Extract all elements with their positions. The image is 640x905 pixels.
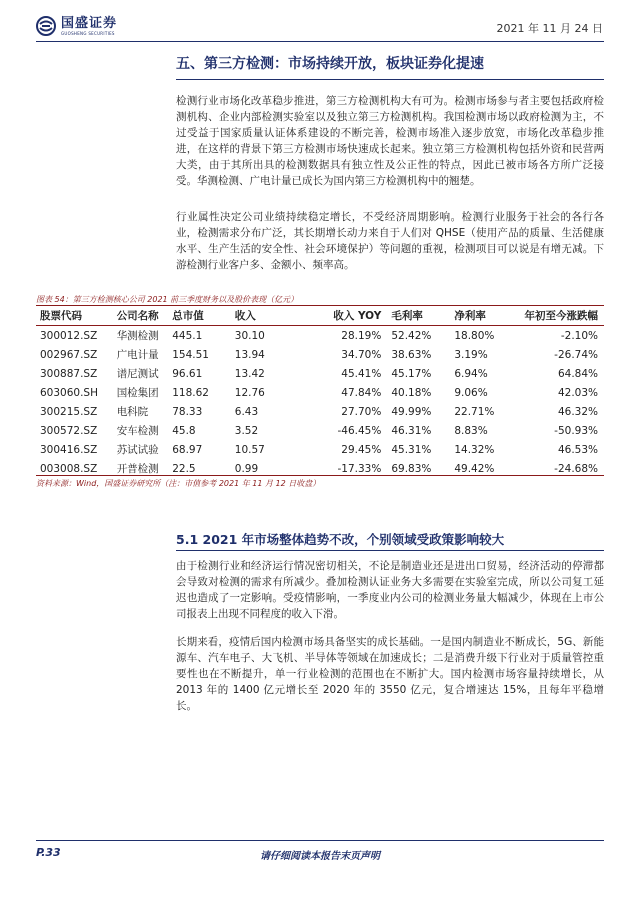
cell-stock-code: 300012.SZ: [40, 329, 98, 342]
financials-table: [36, 306, 604, 478]
cell-revenue-yoy: -17.33%: [337, 462, 382, 475]
cell-revenue-yoy: 34.70%: [341, 348, 382, 361]
header-stock-code: 股票代码: [36, 306, 113, 326]
section-title-divider: [176, 79, 604, 80]
table-row: [36, 440, 604, 459]
cell-revenue: 10.57: [234, 443, 265, 456]
company-logo: [36, 16, 117, 36]
footer-divider: [36, 840, 604, 841]
cell-market-cap: 445.1: [172, 329, 203, 342]
cell-market-cap: 118.62: [172, 386, 209, 399]
table-row: [36, 402, 604, 421]
cell-company-name: 安车检测: [116, 425, 159, 437]
cell-gross-margin: 52.42%: [391, 329, 432, 342]
report-date: 2021 年 11 月 24 日: [496, 22, 603, 35]
section-paragraph-1: 检测行业市场化改革稳步推进，第三方检测机构大有可为。检测市场参与者主要包括政府检测机构、企业内部检测实验室以及独立第三方检测机构。我国检测市场以政府检测为主，不过受益于国家质量认证体系建设的不断完善，检测市场准入逐步放宽，市场化改革稳步推进，在这样的背景下第三方检测市场快速成长起来。独立第三方检测机构包括外资和民营两大类，由于其所出具的检测数据具有独立性及公正性的特点，因此已被市场各方所广泛接受。华测检测、广电计量已成长为国内第三方检测机构中的翘楚。: [176, 95, 604, 187]
cell-gross-margin: 40.18%: [391, 386, 432, 399]
cell-company-name: 谱尼测试: [116, 368, 159, 380]
cell-revenue-yoy: -46.45%: [337, 424, 382, 437]
cell-company-name: 广电计量: [116, 349, 159, 361]
cell-revenue: 30.10: [234, 329, 265, 342]
cell-gross-margin: 46.31%: [391, 424, 432, 437]
cell-gross-margin: 45.31%: [391, 443, 432, 456]
cell-revenue-yoy: 28.19%: [341, 329, 382, 342]
logo-name-cn: 国盛证券: [61, 15, 118, 31]
cell-ytd-change: -2.10%: [560, 329, 598, 342]
cell-stock-code: 300215.SZ: [40, 405, 98, 418]
table-row: [36, 383, 604, 402]
logo-icon: [36, 16, 56, 36]
cell-net-margin: 18.80%: [454, 329, 495, 342]
cell-ytd-change: 64.84%: [557, 367, 598, 380]
cell-net-margin: 14.32%: [454, 443, 495, 456]
cell-ytd-change: -24.68%: [554, 462, 598, 475]
header-divider: [36, 41, 604, 42]
section-paragraph-2: 行业属性决定公司业绩持续稳定增长，不受经济周期影响。检测行业服务于社会的各行各业，检测需求分布广泛，其长期增长动力来自于人们对 QHSE（使用产品的质量、生活健康水平、生产生活的安全性、社会环境保护）等问题的重视，检测项目可以说是有增无减。下游检测行业客户多、金额小、频率高。: [176, 211, 604, 271]
section-title: 五、第三方检测：市场持续开放，板块证券化提速: [176, 56, 484, 72]
cell-net-margin: 3.19%: [454, 348, 488, 361]
cell-gross-margin: 45.17%: [391, 367, 432, 380]
table-row: [36, 326, 604, 346]
cell-company-name: 开普检测: [116, 463, 159, 475]
cell-company-name: 华测检测: [116, 330, 159, 342]
header-net-margin: 净利率: [450, 306, 508, 326]
cell-gross-margin: 38.63%: [391, 348, 432, 361]
cell-market-cap: 45.8: [172, 424, 196, 437]
cell-market-cap: 22.5: [172, 462, 196, 475]
cell-net-margin: 6.94%: [454, 367, 488, 380]
figure-source: 资料来源：Wind，国盛证券研究所（注：市值参考 2021 年 11 月 12 日收盘）: [36, 479, 321, 488]
header-company-name: 公司名称: [113, 306, 169, 326]
cell-market-cap: 68.97: [172, 443, 203, 456]
logo-name-en: GUOSHENG SECURITIES: [61, 30, 115, 36]
cell-revenue: 13.42: [234, 367, 265, 380]
cell-gross-margin: 69.83%: [391, 462, 432, 475]
cell-stock-code: 300887.SZ: [40, 367, 98, 380]
header-revenue-yoy: 收入 YOY: [289, 306, 387, 326]
cell-revenue-yoy: 29.45%: [341, 443, 382, 456]
cell-revenue: 13.94: [234, 348, 265, 361]
table-row: [36, 364, 604, 383]
cell-ytd-change: -50.93%: [554, 424, 598, 437]
header-ytd-change: 年初至今涨跌幅: [508, 306, 604, 326]
page-header: [0, 0, 640, 44]
cell-stock-code: 603060.SH: [40, 386, 98, 399]
table-header-row: [36, 306, 604, 326]
cell-company-name: 苏试试验: [116, 444, 159, 456]
cell-market-cap: 96.61: [172, 367, 203, 380]
cell-stock-code: 002967.SZ: [40, 348, 98, 361]
cell-revenue: 12.76: [234, 386, 265, 399]
header-market-cap: 总市值: [168, 306, 231, 326]
cell-ytd-change: 42.03%: [557, 386, 598, 399]
cell-net-margin: 49.42%: [454, 462, 495, 475]
table-row: [36, 421, 604, 440]
cell-gross-margin: 49.99%: [391, 405, 432, 418]
subsection-paragraph-1: 由于检测行业和经济运行情况密切相关，不论是制造业还是进出口贸易，经济活动的停滞都会导致对检测的需求有所减少。叠加检测认证业务大多需要在实验室完成，所以公司复工延迟也造成了一定影响。受疫情影响，一季度业内公司的检测业务量大幅减少，体现在上市公司报表上出现不同程度的收入下滑。: [176, 560, 604, 620]
page-number: P.33: [36, 846, 61, 859]
subsection-paragraph-2: 长期来看，疫情后国内检测市场具备坚实的成长基础。一是国内制造业不断成长，5G、新能源车、汽车电子、大飞机、半导体等领域在加速成长；二是消费升级下行业对于质量管控重要性也在不断提升，单一行业检测的范围也在不断扩大。国内检测市场容量持续增长，从 2013 年的 1400 亿元增长至 2020 年的 3550 亿元，复合增速达 15%，且每年平稳增长。: [176, 636, 604, 712]
cell-revenue-yoy: 45.41%: [341, 367, 382, 380]
figure-bottom-rule: [36, 475, 604, 476]
cell-ytd-change: 46.32%: [557, 405, 598, 418]
figure-caption: 图表 54：第三方检测核心公司 2021 前三季度财务以及股价表现（亿元）: [36, 295, 299, 304]
subsection-title: 5.1 2021 年市场整体趋势不改，个别领域受政策影响较大: [176, 532, 505, 547]
cell-ytd-change: -26.74%: [554, 348, 598, 361]
cell-net-margin: 22.71%: [454, 405, 495, 418]
cell-net-margin: 8.83%: [454, 424, 488, 437]
cell-revenue-yoy: 47.84%: [341, 386, 382, 399]
table-row: [36, 345, 604, 364]
cell-ytd-change: 46.53%: [557, 443, 598, 456]
cell-market-cap: 154.51: [172, 348, 209, 361]
subsection-title-divider: [176, 550, 604, 551]
cell-net-margin: 9.06%: [454, 386, 488, 399]
cell-market-cap: 78.33: [172, 405, 203, 418]
cell-revenue-yoy: 27.70%: [341, 405, 382, 418]
cell-revenue: 0.99: [234, 462, 259, 475]
header-revenue: 收入: [231, 306, 289, 326]
cell-stock-code: 300572.SZ: [40, 424, 98, 437]
cell-revenue: 6.43: [234, 405, 259, 418]
header-gross-margin: 毛利率: [387, 306, 450, 326]
cell-stock-code: 003008.SZ: [40, 462, 98, 475]
cell-company-name: 电科院: [116, 406, 149, 418]
cell-revenue: 3.52: [234, 424, 259, 437]
disclaimer-note: 请仔细阅读本报告末页声明: [260, 851, 380, 862]
cell-company-name: 国检集团: [116, 387, 159, 399]
cell-stock-code: 300416.SZ: [40, 443, 98, 456]
